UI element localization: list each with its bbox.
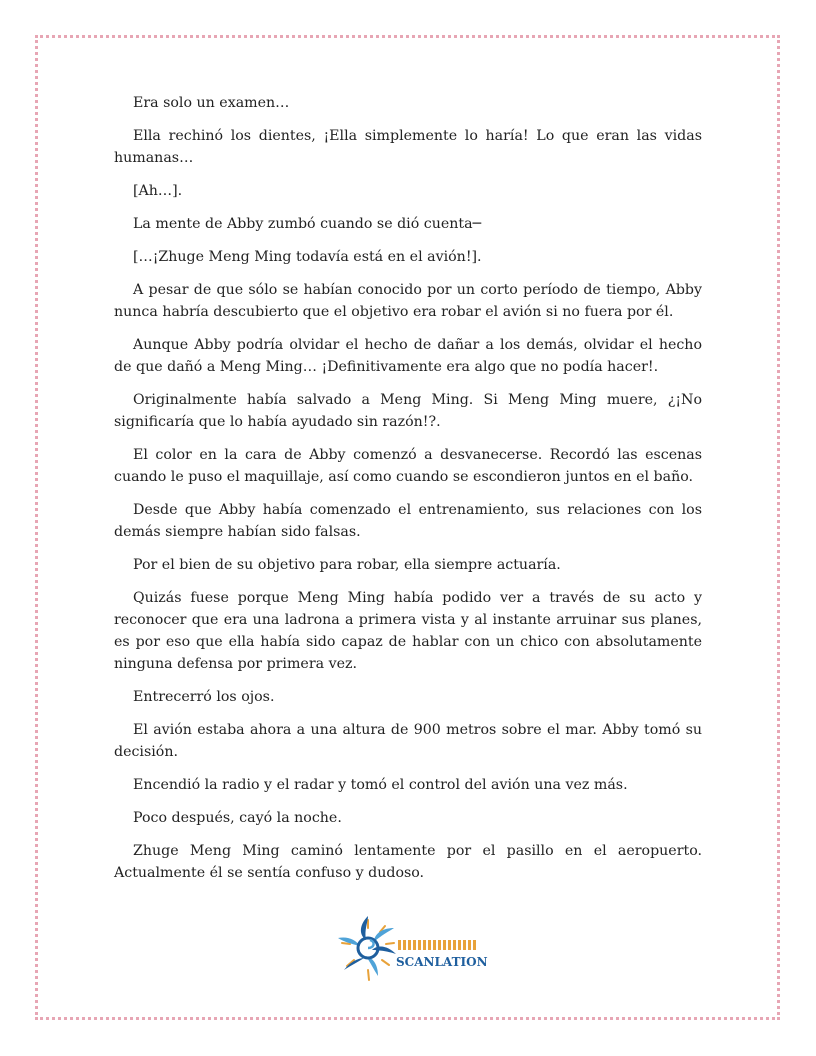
- logo-text: SCANLATION: [396, 955, 488, 969]
- paragraph: Aunque Abby podría olvidar el hecho de dañar a los demás, olvidar el hecho de que dañó a Meng Ming… ¡Definitivamente era algo que no podía hacer!.: [114, 337, 702, 375]
- paragraph: Era solo un examen…: [133, 95, 290, 111]
- paragraph: Quizás fuese porque Meng Ming había podido ver a través de su acto y reconocer que era una ladrona a primera vista y al instante arruinar sus planes, es por eso que ella había sido capaz de hablar con un chico con absolutamente ninguna defensa por primera vez.: [114, 590, 702, 672]
- paragraph: Poco después, cayó la noche.: [133, 810, 342, 826]
- paragraph: Ella rechinó los dientes, ¡Ella simplemente lo haría! Lo que eran las vidas humanas…: [114, 128, 702, 166]
- paragraph: Encendió la radio y el radar y tomó el control del avión una vez más.: [133, 777, 628, 793]
- paragraph: […¡Zhuge Meng Ming todavía está en el avión!].: [133, 249, 482, 265]
- document-body: [114, 92, 702, 895]
- paragraph: Entrecerró los ojos.: [133, 689, 275, 705]
- scanlation-logo: [334, 910, 494, 994]
- paragraph: A pesar de que sólo se habían conocido por un corto período de tiempo, Abby nunca habría descubierto que el objetivo era robar el avión si no fuera por él.: [114, 282, 702, 320]
- paragraph: Por el bien de su objetivo para robar, ella siempre actuaría.: [133, 557, 561, 573]
- paragraph: Originalmente había salvado a Meng Ming. Si Meng Ming muere, ¿¡No significaría que lo había ayudado sin razón!?.: [114, 392, 702, 430]
- paragraph: [Ah…].: [133, 183, 183, 199]
- paragraph: El avión estaba ahora a una altura de 900 metros sobre el mar. Abby tomó su decisión.: [114, 722, 702, 760]
- paragraph: Desde que Abby había comenzado el entrenamiento, sus relaciones con los demás siempre habían sido falsas.: [114, 502, 702, 540]
- paragraph: El color en la cara de Abby comenzó a desvanecerse. Recordó las escenas cuando le puso el maquillaje, así como cuando se escondieron juntos en el baño.: [114, 447, 702, 485]
- paragraph: La mente de Abby zumbó cuando se dió cuenta─: [133, 216, 482, 232]
- logo-emblem-icon: [334, 910, 494, 994]
- paragraph: Zhuge Meng Ming caminó lentamente por el pasillo en el aeropuerto. Actualmente él se sentía confuso y dudoso.: [114, 843, 702, 881]
